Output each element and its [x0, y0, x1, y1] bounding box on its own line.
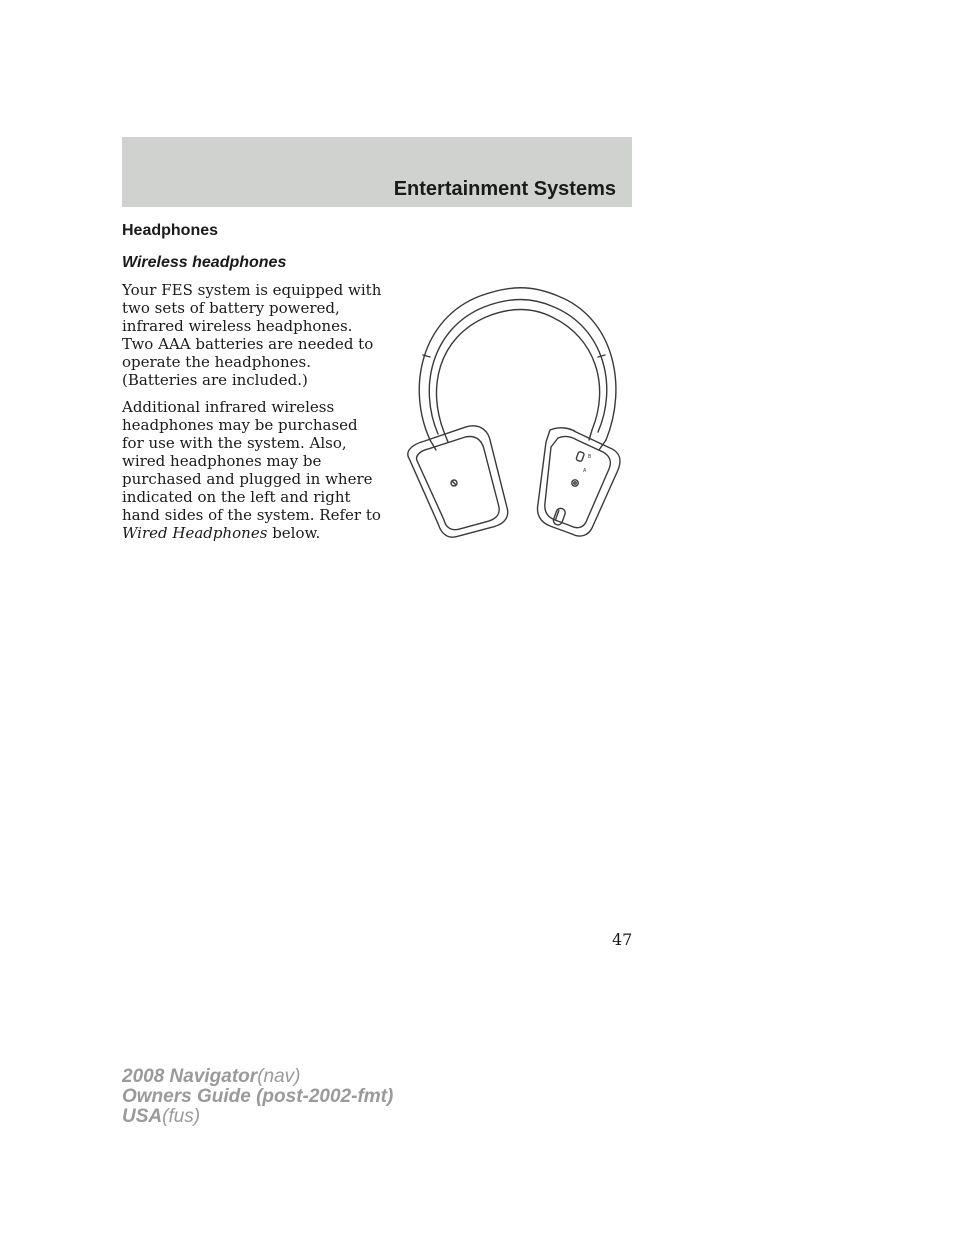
- header-bar: [122, 137, 632, 207]
- body-text: [122, 281, 384, 551]
- headphones-icon: [400, 282, 635, 540]
- footer-market: USA: [122, 1106, 163, 1127]
- paragraph-1: Your FES system is equipped with two sets of battery powered, infrared wireless headphones. Two AAA batteries are needed to operate the headphones. (Batteries are included.): [122, 281, 382, 389]
- left-ear-cup: [406, 423, 510, 540]
- right-ear-cup: [538, 428, 620, 536]
- footer-guide: Owners Guide (post-2002-fmt): [122, 1086, 394, 1107]
- footer-line-2: [122, 1087, 393, 1107]
- channel-switch: [576, 451, 585, 462]
- headphones-illustration: [400, 282, 635, 540]
- headband-outer: [419, 288, 616, 440]
- sub-heading: Wireless headphones: [122, 254, 287, 271]
- power-button: [572, 480, 578, 486]
- switch-label-a: A: [583, 468, 587, 474]
- paragraph-2: [122, 398, 384, 542]
- chapter-title: Entertainment Systems: [393, 178, 616, 200]
- page-number: 47: [612, 930, 633, 949]
- paragraph-2-end: below.: [272, 524, 321, 542]
- section-heading: Headphones: [122, 222, 219, 239]
- paragraph-2-intro: Additional infrared wireless headphones may be purchased for use with the system. Also, wired headphones may be purchased and plugged in where indicated on the left and right hand sides of the system. Refer to: [122, 398, 381, 524]
- footer-model: 2008 Navigator: [122, 1066, 258, 1087]
- footer-line-3: [122, 1107, 393, 1127]
- footer-market-code: (fus): [162, 1106, 201, 1127]
- footer-model-code: (nav): [257, 1066, 301, 1087]
- headband-inner: [429, 300, 606, 435]
- footer-line-1: [122, 1067, 393, 1087]
- switch-label-b: B: [588, 454, 592, 460]
- wired-headphones-reference: Wired Headphones: [122, 524, 268, 542]
- footer: [122, 1067, 393, 1127]
